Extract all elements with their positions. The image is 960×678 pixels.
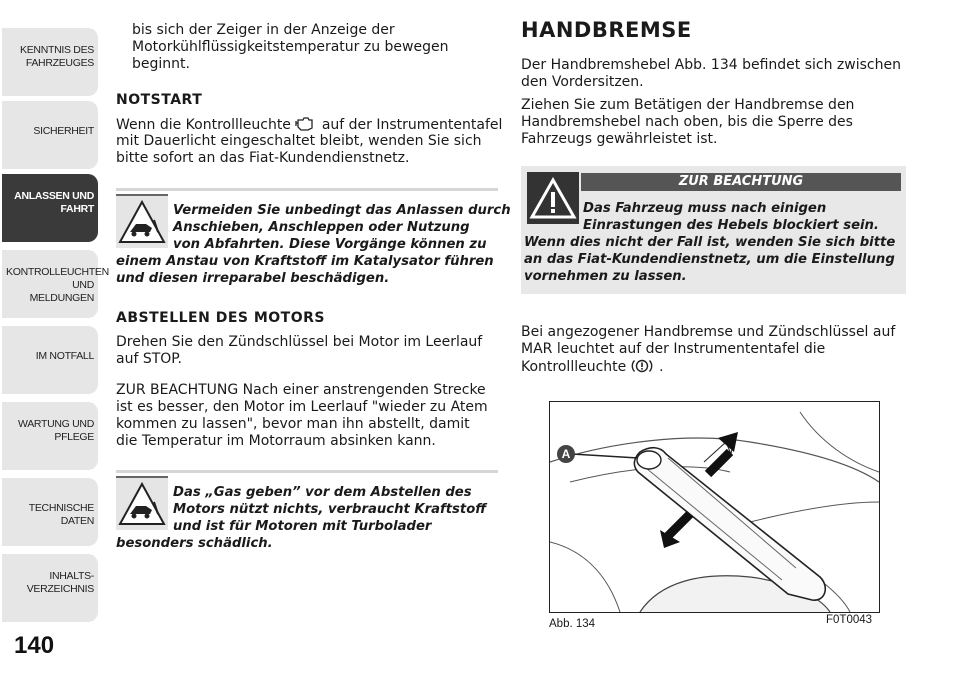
callout-a-label: A bbox=[561, 447, 571, 461]
notstart-line: mit Dauerlicht eingeschaltet bleibt, wenden Sie sich bbox=[116, 133, 482, 149]
para3-end: . bbox=[659, 359, 664, 375]
tab-label: SICHERHEIT bbox=[33, 125, 94, 137]
para3-line: Bei angezogener Handbremse und Zündschlüssel auf bbox=[521, 324, 896, 340]
tab-wartung[interactable] bbox=[2, 402, 98, 470]
tab-label: ANLASSEN UND FAHRT bbox=[14, 190, 94, 215]
warning-line: besonders schädlich. bbox=[116, 536, 273, 551]
notstart-line: bitte sofort an das Fiat-Kundendienstnetz. bbox=[116, 150, 410, 166]
notstart-heading: NOTSTART bbox=[116, 92, 203, 108]
abstellen-line: Drehen Sie den Zündschlüssel bei Motor im Leerlauf bbox=[116, 334, 483, 350]
tab-sicherheit[interactable] bbox=[2, 101, 98, 169]
warning-divider bbox=[116, 470, 498, 473]
warning-line: und diesen irreparabel beschädigen. bbox=[116, 271, 390, 286]
tab-label: IM NOTFALL bbox=[35, 350, 94, 362]
car-push-warning-icon bbox=[116, 194, 168, 248]
para1-line: den Vordersitzen. bbox=[521, 74, 644, 90]
notstart-text-a: Wenn die Kontrollleuchte bbox=[116, 117, 291, 133]
tab-kenntnis[interactable] bbox=[2, 28, 98, 96]
para3-last-text: Kontrollleuchte bbox=[521, 359, 627, 375]
notstart-text-b: auf der Instrumententafel bbox=[321, 117, 503, 133]
figure-abb-134 bbox=[549, 401, 880, 613]
beachtung-line: die Temperatur im Motorraum absinken kann. bbox=[116, 433, 436, 449]
section-heading: HANDBREMSE bbox=[521, 18, 692, 42]
abstellen-line: auf STOP. bbox=[116, 351, 183, 367]
intro-line: bis sich der Zeiger in der Anzeige der bbox=[132, 22, 395, 38]
caution-line: Wenn dies nicht der Fall ist, wenden Sie sich bitte bbox=[524, 235, 896, 250]
car-push-warning-icon bbox=[116, 476, 168, 530]
caution-box bbox=[521, 166, 906, 294]
warning-line: Anschieben, Anschleppen oder Nutzung bbox=[173, 220, 470, 235]
figure-code: F0T0043 bbox=[826, 614, 873, 626]
caution-line: vornehmen zu lassen. bbox=[524, 269, 687, 284]
warning-line: und ist für Motoren mit Turbolader bbox=[173, 519, 432, 534]
figure-caption: Abb. 134 bbox=[549, 618, 596, 630]
callout-a bbox=[557, 445, 575, 463]
para2-line: Fahrzeugs gewährleistet ist. bbox=[521, 131, 718, 147]
caution-line: Das Fahrzeug muss nach einigen bbox=[583, 201, 827, 216]
handbrake-illustration bbox=[550, 402, 879, 612]
caution-icon-frame bbox=[527, 172, 579, 224]
tab-technische-daten[interactable] bbox=[2, 478, 98, 546]
warning-line: Das „Gas geben” vor dem Abstellen des bbox=[173, 485, 472, 500]
beachtung-line: ZUR BEACHTUNG Nach einer anstrengenden Strecke bbox=[116, 382, 486, 398]
para3-last bbox=[521, 358, 664, 379]
beachtung-line: kommen zu lassen", bevor man ihn abstellt, damit bbox=[116, 416, 470, 432]
caution-line: Einrastungen des Hebels blockiert sein. bbox=[583, 218, 879, 233]
page-number: 140 bbox=[14, 632, 55, 659]
beachtung-line: ist es besser, den Motor im Leerlauf "wieder zu Atem bbox=[116, 399, 488, 415]
brake-warning-icon bbox=[631, 358, 655, 379]
intro-line: Motorkühlflüssigkeitstemperatur zu bewegen bbox=[132, 39, 449, 55]
abstellen-heading: ABSTELLEN DES MOTORS bbox=[116, 310, 325, 326]
tab-label: INHALTS- VERZEICHNIS bbox=[26, 570, 94, 595]
intro-line: beginnt. bbox=[132, 56, 190, 72]
para3-line: MAR leuchtet auf der Instrumententafel die bbox=[521, 341, 826, 357]
caution-title-bar bbox=[581, 173, 901, 191]
caution-title: ZUR BEACHTUNG bbox=[678, 174, 804, 189]
tab-label: KENNTNIS DES FAHRZEUGES bbox=[20, 44, 94, 69]
tab-kontrolleuchten[interactable] bbox=[2, 250, 109, 318]
warning-line: Vermeiden Sie unbedingt das Anlassen durch bbox=[173, 203, 511, 218]
tab-anlassen[interactable] bbox=[2, 174, 98, 242]
tab-label: WARTUNG UND PFLEGE bbox=[17, 418, 94, 443]
tab-notfall[interactable] bbox=[2, 326, 98, 394]
tab-label: KONTROLLEUCHTEN UND MELDUNGEN bbox=[6, 266, 109, 304]
warning-divider bbox=[116, 188, 498, 191]
para2-line: Ziehen Sie zum Betätigen der Handbremse den bbox=[521, 97, 855, 113]
warning-line: von Abfahrten. Diese Vorgänge können zu bbox=[173, 237, 487, 252]
tab-label: TECHNISCHE DATEN bbox=[28, 502, 94, 527]
tab-inhaltsverzeichnis[interactable] bbox=[2, 554, 98, 622]
warning-triangle-icon bbox=[527, 172, 579, 224]
para1-line: Der Handbremshebel Abb. 134 befindet sich zwischen bbox=[521, 57, 901, 73]
warning-line: einem Anstau von Kraftstoff im Katalysator führen bbox=[116, 254, 494, 269]
caution-line: an das Fiat-Kundendienstnetz, um die Einstellung bbox=[524, 252, 895, 267]
warning-line: Motors nützt nichts, verbraucht Kraftstoff bbox=[173, 502, 487, 517]
para2-line: Handbremshebel nach oben, bis die Sperre des bbox=[521, 114, 853, 130]
